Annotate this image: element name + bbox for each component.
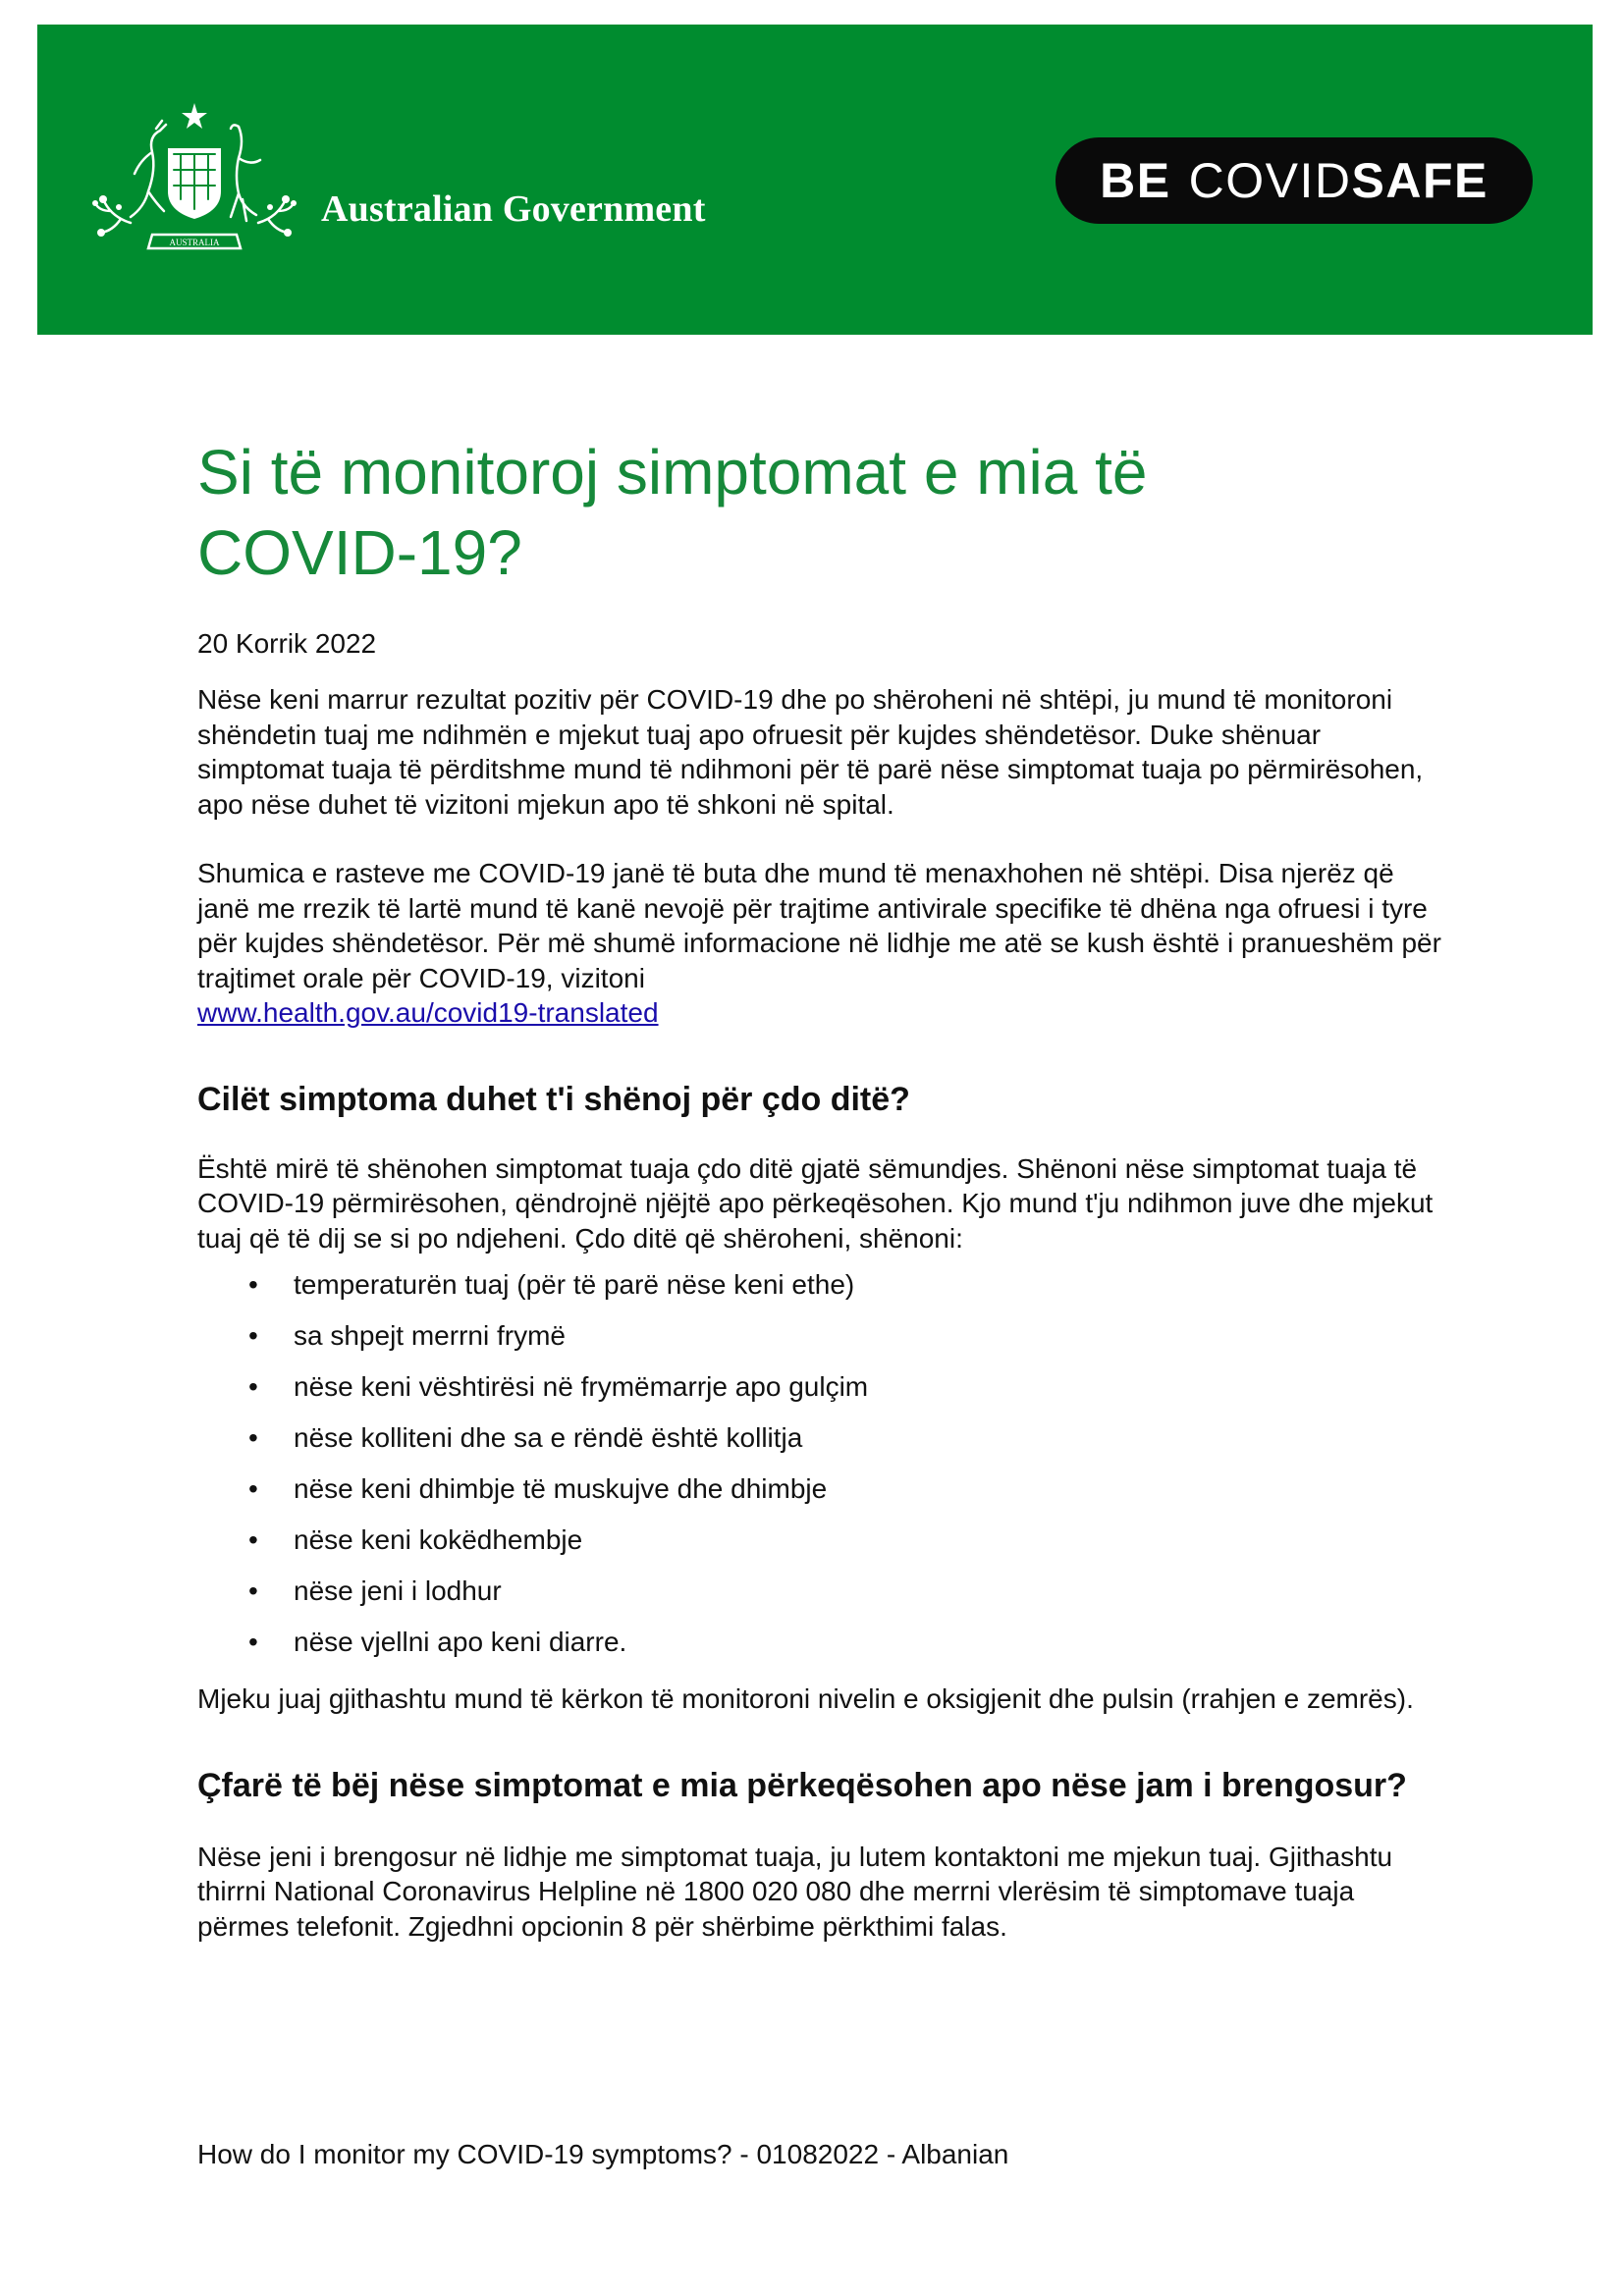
badge-word-be: BE xyxy=(1100,153,1171,208)
list-item-text: nëse keni vështirësi në frymëmarrje apo gulçim xyxy=(294,1371,869,1402)
badge-word-covid: COVID xyxy=(1188,153,1352,208)
list-item-text: nëse kolliteni dhe sa e rëndë është kollitja xyxy=(294,1422,803,1453)
list-item-text: nëse jeni i lodhur xyxy=(294,1575,502,1606)
list-item xyxy=(197,1369,1444,1405)
section-heading-symptoms: Cilët simptoma duhet t'i shënoj për çdo ditë? xyxy=(197,1080,910,1118)
bullet-icon: • xyxy=(248,1575,258,1606)
page-title xyxy=(197,432,1444,593)
covidsafe-badge xyxy=(1056,137,1533,224)
intro-paragraph: Nëse keni marrur rezultat pozitiv për COVID-19 dhe po shëroheni në shtëpi, ju mund të monitoroni shëndetin tuaj me ndihmën e mjekut tuaj apo ofruesit për kujdes shëndetësor. Duke shënuar simptomat tuaja të përditshme mund të ndihmoni për të parë nëse simptomat tuaja po përmirësohen, apo nëse duhet të vizitoni mjekun apo të shkoni në spital. xyxy=(197,684,1424,820)
list-item xyxy=(197,1574,1444,1609)
title-line-1: Si të monitoroj simptomat e mia të xyxy=(197,437,1148,507)
list-item xyxy=(197,1318,1444,1354)
helpline-paragraph: Nëse jeni i brengosur në lidhje me simptomat tuaja, ju lutem kontaktoni me mjekun tuaj. Gjithashtu thirrni National Coronavirus Helpline në 1800 020 080 dhe merrni vlerësim të simptomave tuaja përmes telefonit. Zgjedhni opcionin 8 për shërbime përkthimi falas. xyxy=(197,1841,1393,1942)
bullet-icon: • xyxy=(248,1422,258,1453)
bullet-icon: • xyxy=(248,1371,258,1402)
coat-of-arms-icon xyxy=(91,101,298,258)
government-name: Australian Government xyxy=(321,188,706,230)
list-item xyxy=(197,1625,1444,1660)
list-item-text: nëse vjellni apo keni diarre. xyxy=(294,1627,627,1657)
bullet-icon: • xyxy=(248,1320,258,1351)
crest-label: AUSTRALIA xyxy=(169,238,220,247)
bullet-icon: • xyxy=(248,1269,258,1300)
header-banner xyxy=(37,25,1593,335)
document-body xyxy=(197,432,1444,1944)
list-item xyxy=(197,1522,1444,1558)
list-item-text: nëse keni dhimbje të muskujve dhe dhimbje xyxy=(294,1473,828,1504)
bullet-icon: • xyxy=(248,1524,258,1555)
oxygen-paragraph: Mjeku juaj gjithashtu mund të kërkon të monitoroni nivelin e oksigjenit dhe pulsin (rrahjen e zemrës). xyxy=(197,1683,1414,1714)
list-item-text: sa shpejt merrni frymë xyxy=(294,1320,566,1351)
bullet-icon: • xyxy=(248,1627,258,1657)
title-line-2: COVID-19? xyxy=(197,517,522,588)
list-item xyxy=(197,1420,1444,1456)
symptoms-paragraph: Është mirë të shënohen simptomat tuaja çdo ditë gjatë sëmundjes. Shënoni nëse simptomat tuaja të COVID-19 përmirësohen, qëndrojnë njëjtë apo përkeqësohen. Kjo mund t'ju ndihmon juve dhe mjekut tuaj që të dij se si po ndjeheni. Çdo ditë që shëroheni, shënoni: xyxy=(197,1152,1434,1254)
symptom-list xyxy=(197,1267,1444,1660)
treatment-paragraph xyxy=(197,856,1444,1031)
page-footer: How do I monitor my COVID-19 symptoms? - 01082022 - Albanian xyxy=(197,2139,1009,2169)
list-item-text: temperaturën tuaj (për të parë nëse keni ethe) xyxy=(294,1269,855,1300)
health-gov-link[interactable]: www.health.gov.au/covid19-translated xyxy=(197,997,659,1028)
bullet-icon: • xyxy=(248,1473,258,1504)
badge-word-safe: SAFE xyxy=(1351,153,1489,208)
list-item xyxy=(197,1267,1444,1303)
section-heading-worse: Çfarë të bëj nëse simptomat e mia përkeqësohen apo nëse jam i brengosur? xyxy=(197,1766,1407,1804)
list-item-text: nëse keni kokëdhembje xyxy=(294,1524,583,1555)
list-item xyxy=(197,1471,1444,1507)
publish-date: 20 Korrik 2022 xyxy=(197,628,377,659)
treatment-text: Shumica e rasteve me COVID-19 janë të buta dhe mund të menaxhohen në shtëpi. Disa njerëz që janë me rrezik të lartë mund të kanë nevojë për trajtime antivirale specifike të dhëna nga ofruesi i tyre për kujdes shëndetësor. Për më shumë informacione në lidhje me atë se kush është i pranueshëm për trajtimet orale për COVID-19, vizitoni xyxy=(197,858,1441,993)
